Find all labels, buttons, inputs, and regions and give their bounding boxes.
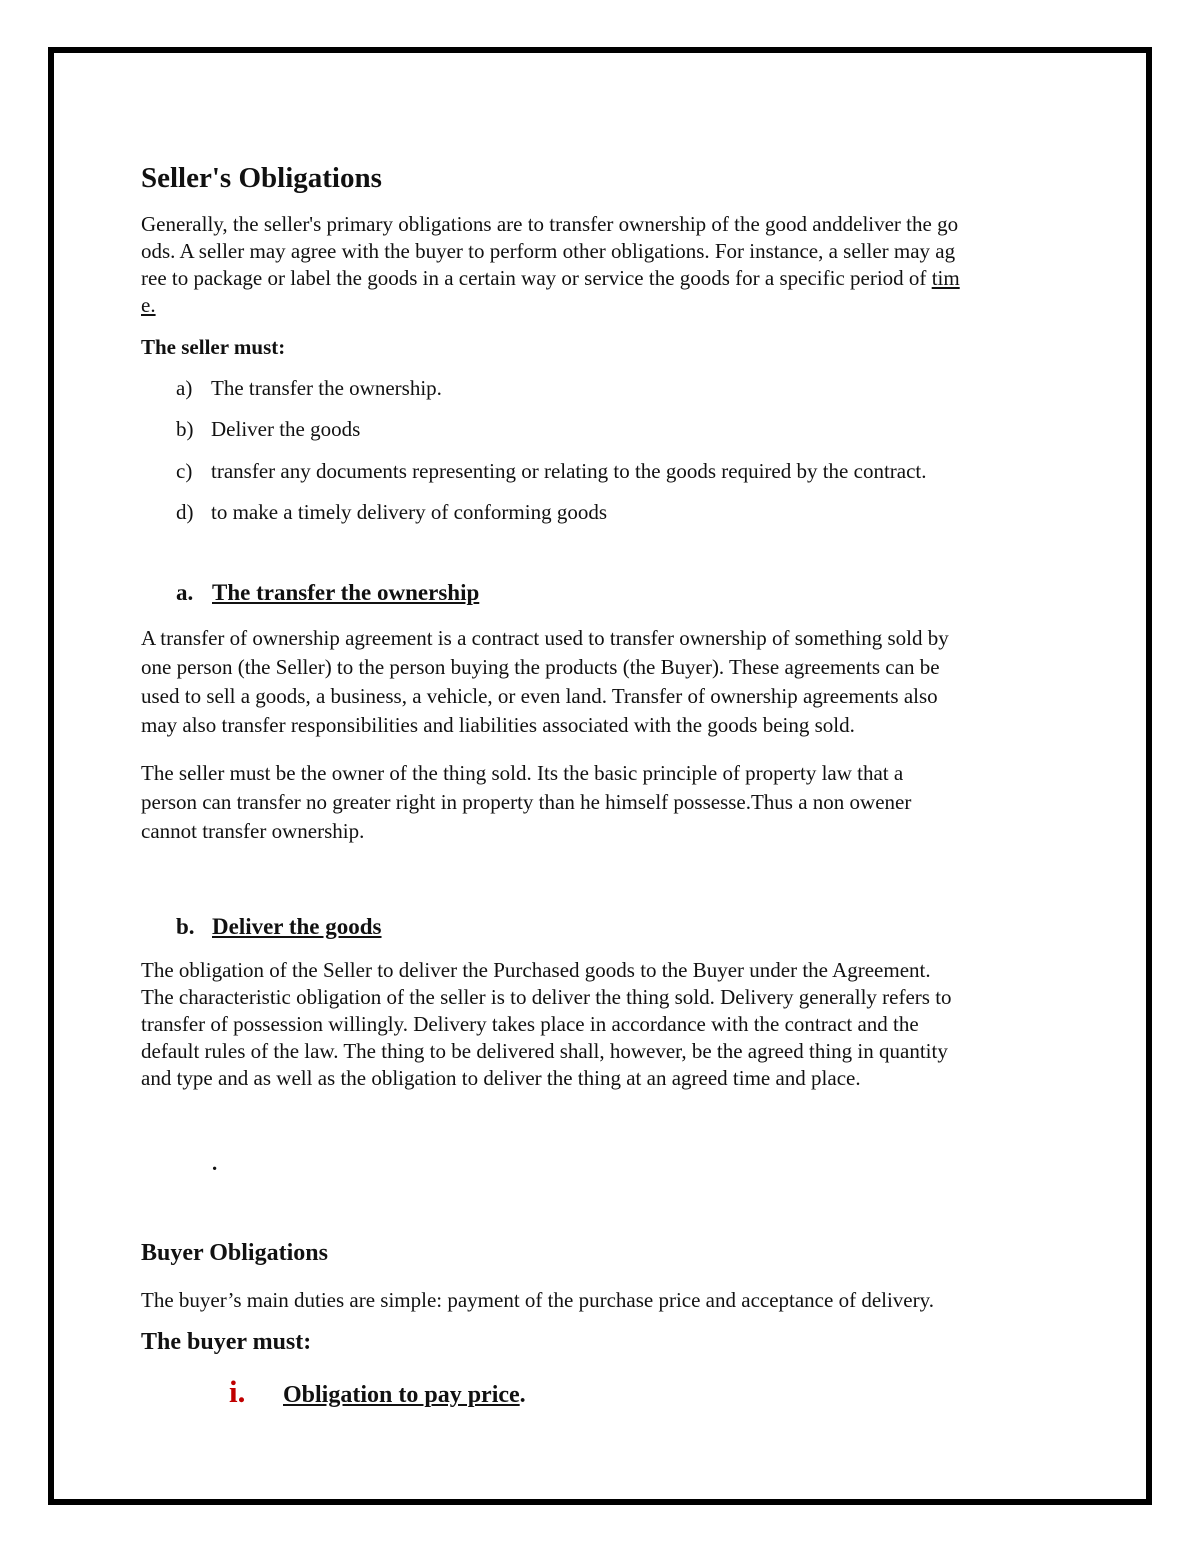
section-a-para1: A transfer of ownership agreement is a contract used to transfer ownership of something sold by one person (the Seller) to the person buying the products (the Buyer). These agreements can be used to sell a goods, a business, a vehicle, or even land. Transfer of ownership agreements also may also transfer responsibilities and liabilities associated with the goods being sold. [141,626,949,737]
seller-must-label: The seller must: [141,335,286,359]
buyer-must-label: The buyer must: [141,1329,312,1355]
seller-intro [141,211,1071,319]
intro-line: ree to package or label the goods in a certain way or service the goods for a specific period of tim [141,266,960,290]
list-item: a) The transfer the ownership. [176,376,442,400]
buyer-item-title: Obligation to pay price [283,1382,520,1408]
buyer-title: Buyer Obligations [141,1240,328,1266]
section-b-heading: b. Deliver the goods [176,914,382,939]
list-item: c) transfer any documents representing or relating to the goods required by the contract. [176,459,927,483]
intro-line: ods. A seller may agree with the buyer to perform other obligations. For instance, a seller may ag [141,239,956,263]
list-item: d) to make a timely delivery of conforming goods [176,500,607,524]
section-a-heading: a. The transfer the ownership [176,580,480,605]
intro-line: Generally, the seller's primary obligations are to transfer ownership of the good anddeliver the go [141,212,959,236]
stray-dot: . [212,1151,218,1175]
buyer-intro: The buyer’s main duties are simple: payment of the purchase price and acceptance of delivery. [141,1288,935,1312]
seller-title: Seller's Obligations [141,162,382,194]
buyer-item-heading: i. Obligation to pay price. [229,1374,526,1409]
intro-line: e. [141,293,156,317]
section-b-para: The obligation of the Seller to deliver the Purchased goods to the Buyer under the Agreement. The characteristic obligation of the seller is to deliver the thing sold. Delivery generally refers to transfer of possession willingly. Delivery takes place in accordance with the contract and the default rules of the law. The thing to be delivered shall, however, be the agreed thing in quantity and type and as well as the obligation to deliver the thing at an agreed time and place. [141,958,952,1090]
roman-numeral: i. [229,1374,246,1409]
section-a-para2: The seller must be the owner of the thing sold. Its the basic principle of property law that a person can transfer no greater right in property than he himself possesse.Thus a non owener cannot transfer ownership. [141,761,912,843]
list-item: b) Deliver the goods [176,417,361,441]
